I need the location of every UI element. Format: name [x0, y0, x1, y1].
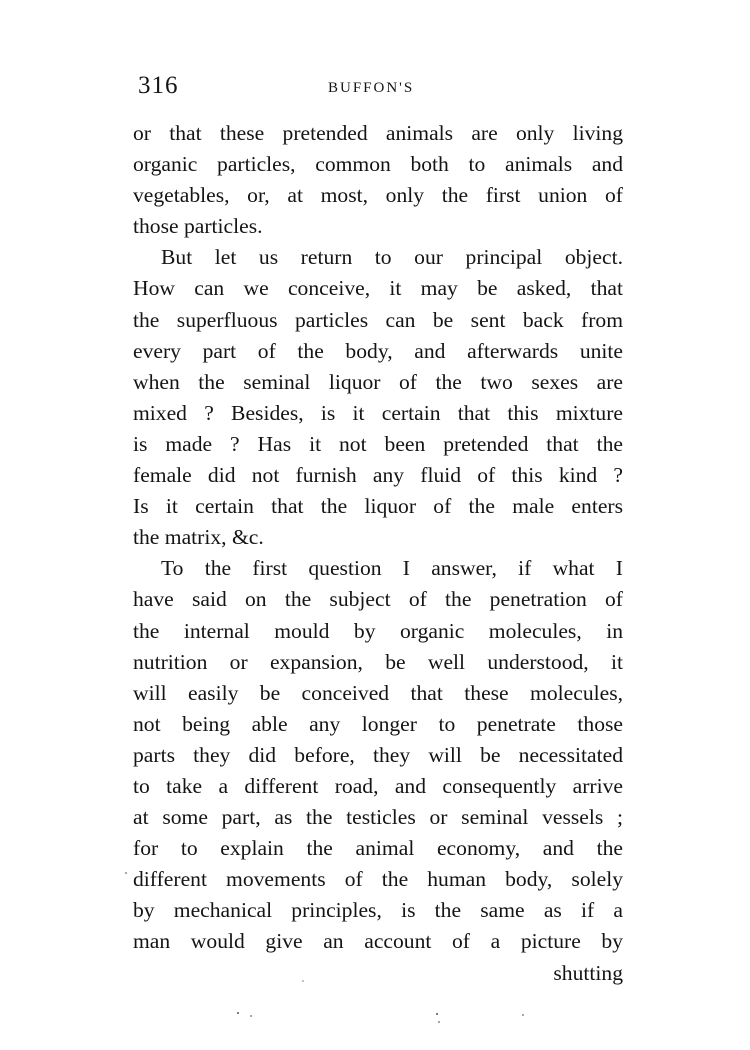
paragraph [133, 553, 623, 957]
text-line: when the seminal liquor of the two sexes are [133, 369, 623, 394]
text-line: those particles. [133, 214, 263, 239]
text-line: every part of the body, and afterwards unite [133, 338, 623, 363]
text-line: the internal mould by organic molecules, in [133, 618, 623, 643]
page-number: 316 [138, 72, 179, 99]
text-line: will easily be conceived that these molecules, [133, 680, 623, 705]
text-line: the matrix, &c. [133, 525, 264, 550]
text-line: for to explain the animal economy, and the [133, 836, 623, 861]
text-line: different movements of the human body, solely [133, 867, 623, 892]
text-line: vegetables, or, at most, only the first union of [133, 183, 623, 208]
paragraph [133, 242, 623, 553]
text-line: nutrition or expansion, be well understood, it [133, 649, 623, 674]
page-header [133, 72, 623, 112]
text-line: not being able any longer to penetrate those [133, 711, 623, 736]
paragraph [133, 118, 623, 242]
text-line: man would give an account of a picture by [133, 929, 623, 954]
text-line: Is it certain that the liquor of the male enters [133, 494, 623, 519]
text-line: But let us return to our principal object. [161, 245, 623, 270]
text-line: To the first question I answer, if what I [161, 556, 623, 581]
text-line: is made ? Has it not been pretended that the [133, 431, 623, 456]
text-line: to take a different road, and consequently arrive [133, 773, 623, 798]
text-line: organic particles, common both to animals and [133, 152, 623, 177]
text-line: at some part, as the testicles or seminal vessels ; [133, 805, 623, 830]
running-head: BUFFON'S [328, 80, 415, 96]
body-text [133, 118, 623, 989]
text-line: How can we conceive, it may be asked, that [133, 276, 623, 301]
text-line: or that these pretended animals are only living [133, 121, 623, 145]
text-line: the superfluous particles can be sent back from [133, 307, 623, 332]
text-line: by mechanical principles, is the same as if a [133, 898, 623, 923]
text-line: parts they did before, they will be necessitated [133, 742, 623, 767]
text-line: mixed ? Besides, is it certain that this mixture [133, 400, 623, 425]
text-line: female did not furnish any fluid of this kind ? [133, 463, 623, 488]
text-line: have said on the subject of the penetration of [133, 587, 623, 612]
catchword: shutting [553, 960, 623, 985]
